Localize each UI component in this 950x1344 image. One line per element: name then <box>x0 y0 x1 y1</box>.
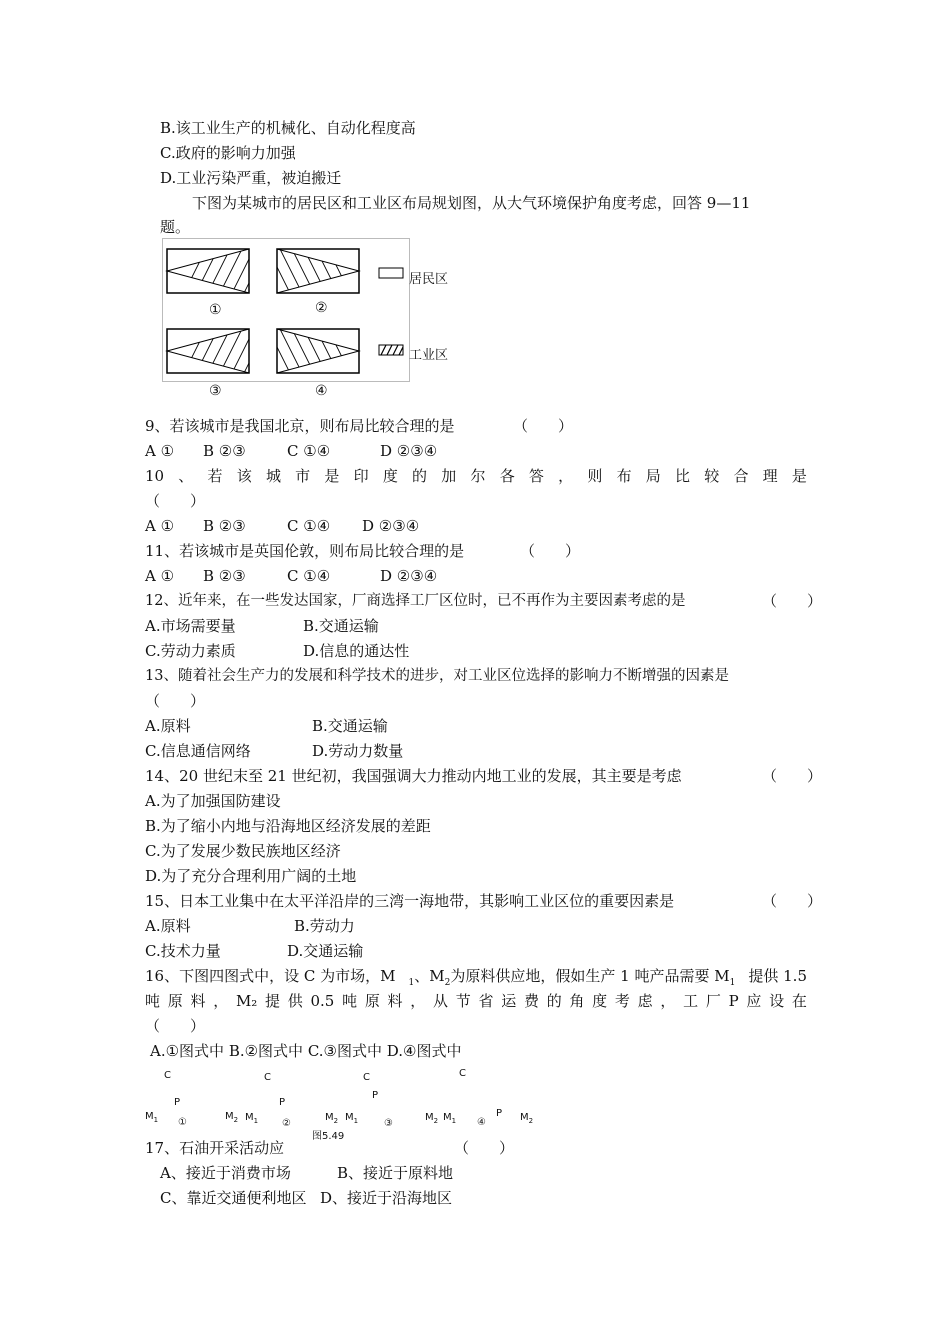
layout-diagram <box>162 238 449 399</box>
q14-option-d: D.为了充分合理利用广阔的土地 <box>145 867 357 885</box>
label-3: ③ <box>209 383 222 399</box>
label-4: ④ <box>315 383 328 399</box>
q10-option-a: A ① <box>145 517 175 535</box>
diagram-1-number: ① <box>178 1117 187 1128</box>
label-2: ② <box>315 300 328 316</box>
figure-caption: 图5.49 <box>312 1131 345 1142</box>
q12-stem: 12、近年来，在一些发达国家，厂商选择工厂区位时，已不再作为主要因素考虑的是 <box>145 593 686 609</box>
q13-option-a: A.原料 <box>145 717 191 735</box>
diagram-3-number: ③ <box>384 1118 393 1129</box>
q10-stem: 10 、 若 该 城 市 是 印 度 的 加 尔 各 答 ， 则 布 局 比 较 合 理 是 <box>145 467 807 485</box>
diagram-4-c: C <box>459 1068 466 1079</box>
q10-answer-paren: （ ） <box>145 492 206 510</box>
diagram-1-m1: $M_1$ <box>145 1111 159 1124</box>
q9-option-a: A ① <box>145 442 175 460</box>
q17-answer-paren: （ ） <box>454 1139 515 1157</box>
diagram-2-number: ② <box>282 1118 291 1129</box>
label-1: ① <box>209 302 222 318</box>
legend-residential-swatch <box>379 268 403 278</box>
q12-answer-paren: （ ） <box>762 592 823 610</box>
diagram-4-m2: $M_2$ <box>520 1112 534 1125</box>
q12-option-c: C.劳动力素质 <box>145 642 236 660</box>
q9-stem: 9、若该城市是我国北京，则布局比较合理的是 <box>145 417 455 435</box>
diagram-2-p: P <box>279 1097 286 1108</box>
box-1 <box>167 249 249 293</box>
q17-option-b: B、接近于原料地 <box>337 1164 454 1182</box>
box-4 <box>277 329 359 373</box>
box-2 <box>277 249 359 293</box>
q16-answer-paren: （ ） <box>145 1017 206 1035</box>
diagram-3-m2: $M_2$ <box>425 1112 439 1125</box>
legend-industrial: 工业区 <box>409 348 449 363</box>
q9-answer-paren: （ ） <box>513 417 574 435</box>
diagram-3-c: C <box>363 1072 370 1083</box>
diagram-3-p: P <box>372 1090 379 1101</box>
q17-stem: 17、石油开采活动应 <box>145 1139 285 1157</box>
layout-diagram-drawing <box>163 239 409 381</box>
q12-option-a: A.市场需要量 <box>145 617 236 635</box>
diagram-3-m1: $M_1$ <box>345 1112 359 1125</box>
q9-option-c: C ①④ <box>287 442 331 460</box>
diagram-2-m1: $M_1$ <box>245 1112 259 1125</box>
intro-line-1: 下图为某城市的居民区和工业区布局规划图，从大气环境保护角度考虑，回答 9—11 <box>192 194 751 212</box>
q11-option-a: A ① <box>145 567 175 585</box>
diagram-4-number: ④ <box>477 1117 486 1128</box>
q15-option-a: A.原料 <box>145 917 191 935</box>
q11-option-b: B ②③ <box>203 567 246 585</box>
q15-option-b: B.劳动力 <box>294 917 355 935</box>
q12-option-d: D.信息的通达性 <box>303 642 410 660</box>
diagram-2-m2: $M_2$ <box>325 1112 339 1125</box>
q16-stem-line-1: 16、下图四图式中，设 C 为市场，M $_1$、$M_2$为原料供应地，假如生产 1 吨产品需要 $M_1$ 提供 1.5 <box>145 967 807 988</box>
q14-option-a: A.为了加强国防建设 <box>145 792 281 810</box>
q11-option-d: D ②③④ <box>380 567 438 585</box>
q11-answer-paren: （ ） <box>520 542 581 560</box>
diagram-1-c: C <box>164 1070 171 1081</box>
diagram-2-c: C <box>264 1072 271 1083</box>
q16-stem-line-2: 吨 原 料 ， M₂ 提 供 0.5 吨 原 料 ， 从 节 省 运 费 的 角 度 考 虑 ， 工 厂 P 应 设 在 <box>145 992 807 1010</box>
q14-option-b: B.为了缩小内地与沿海地区经济发展的差距 <box>145 817 431 835</box>
legend-residential: 居民区 <box>409 272 449 287</box>
q13-option-c: C.信息通信网络 <box>145 742 251 760</box>
q17-option-d: D、接近于沿海地区 <box>320 1189 453 1207</box>
q11-option-c: C ①④ <box>287 567 331 585</box>
q15-answer-paren: （ ） <box>762 892 823 910</box>
q10-option-c: C ①④ <box>287 517 331 535</box>
q17-option-a: A、接近于消费市场 <box>160 1164 291 1182</box>
diagram-4-m1: $M_1$ <box>443 1112 457 1125</box>
diagram-1-m2: $M_2$ <box>225 1111 239 1124</box>
diagram-4-p: P <box>496 1108 503 1119</box>
q13-stem: 13、随着社会生产力的发展和科学技术的进步，对工业区位选择的影响力不断增强的因素是 <box>145 668 729 684</box>
q15-option-c: C.技术力量 <box>145 942 221 960</box>
q10-option-b: B ②③ <box>203 517 246 535</box>
q8-option-c: C.政府的影响力加强 <box>160 144 296 162</box>
intro-line-2: 题。 <box>160 218 191 236</box>
q8-option-d: D.工业污染严重，被迫搬迁 <box>160 169 342 187</box>
q13-option-d: D.劳动力数量 <box>312 742 404 760</box>
box-3 <box>167 329 249 373</box>
q13-option-b: B.交通运输 <box>312 717 388 735</box>
diagram-1-p: P <box>174 1097 181 1108</box>
q9-option-b: B ②③ <box>203 442 246 460</box>
q12-option-b: B.交通运输 <box>303 617 379 635</box>
q15-stem: 15、日本工业集中在太平洋沿岸的三湾一海地带，其影响工业区位的重要因素是 <box>145 892 675 910</box>
q11-stem: 11、若该城市是英国伦敦，则布局比较合理的是 <box>145 542 465 560</box>
q14-option-c: C.为了发展少数民族地区经济 <box>145 842 341 860</box>
q9-option-d: D ②③④ <box>380 442 438 460</box>
q10-option-d: D ②③④ <box>362 517 420 535</box>
q17-option-c: C、靠近交通便利地区 <box>160 1189 307 1207</box>
q16-options: A.①图式中 B.②图式中 C.③图式中 D.④图式中 <box>150 1042 462 1060</box>
q8-option-b: B.该工业生产的机械化、自动化程度高 <box>160 119 416 137</box>
q14-answer-paren: （ ） <box>762 767 823 785</box>
q13-answer-paren: （ ） <box>145 692 206 710</box>
q14-stem: 14、20 世纪末至 21 世纪初，我国强调大力推动内地工业的发展，其主要是考虑 <box>145 767 682 785</box>
q15-option-d: D.交通运输 <box>287 942 364 960</box>
